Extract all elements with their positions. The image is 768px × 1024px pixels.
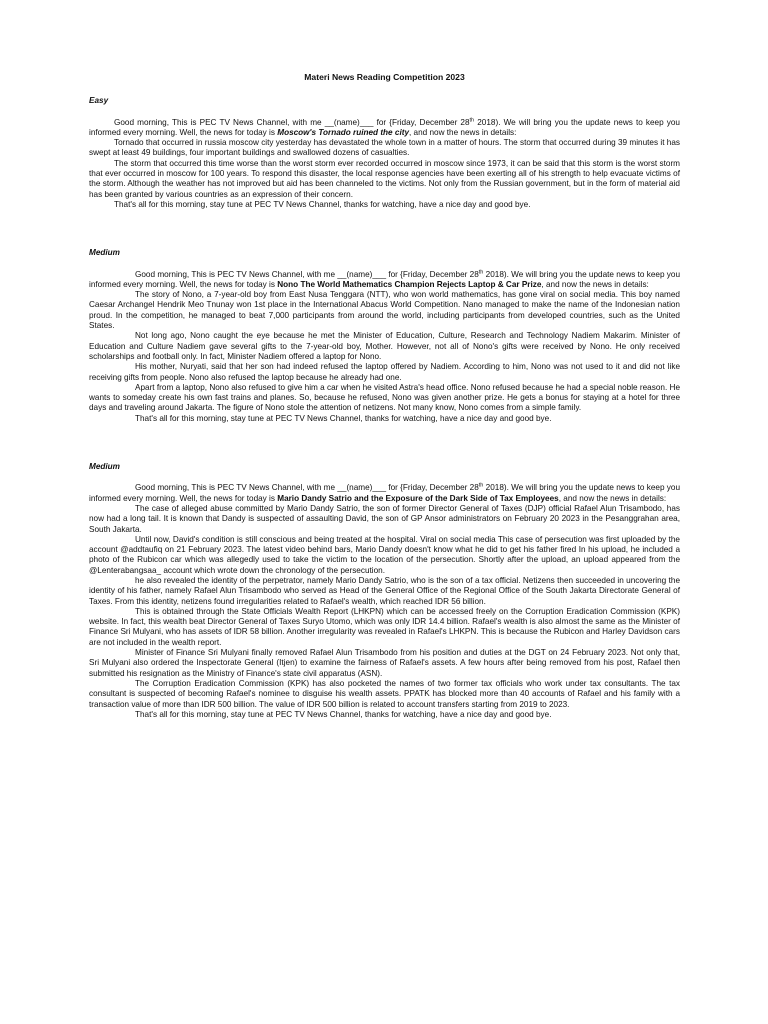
body-paragraph: This is obtained through the State Officials Wealth Report (LHKPN) which can be accessed freely on the Corruption Eradication Commission (KPK) website. In fact, this wealth beat Director General of Taxes Suryo Utomo, which was only IDR 14.4 billion. Rafael's wealth is also almost the same as the Minister of Finance Sri Mulyani, who has assets of IDR 58 billion. Another irregularity was revealed in Rafael's LHKPN. This is because the Rubicon and Harley Davidson cars are not included in the wealth report. xyxy=(89,606,680,647)
body-paragraph: The storm that occurred this time worse than the worst storm ever recorded occurred in moscow since 1973, it can be said that this storm is the worst storm that ever occurred in moscow for 100 years. To respond this disaster, the local response agencies have been exerting all of his strength to help evacuate victims of the storm. Although the weather has not improved but aid has been channeled to the victims. Not only from the Russian government, but in the form of material aid has been granted by various countries as an expression of their concern. xyxy=(89,158,680,199)
section-medium-nono xyxy=(89,248,680,424)
intro-paragraph: Good morning, This is PEC TV News Channel, with me __(name)___ for {Friday, December 28th 2018). We will bring you the update news to keep you informed every morning. Well, the news for today is Mario Dandy Satrio and the Exposure of the Dark Side of Tax Employees, and now the news in details: xyxy=(89,482,681,503)
body-paragraph: he also revealed the identity of the perpetrator, namely Mario Dandy Satrio, who is the son of a tax official. Netizens then succeeded in uncovering the identity of his father, namely Rafael Alun Trisambodo who served as Head of the General Office of the Regional Office of the South Jakarta Directorate General of Taxes. From this identity, netizens found irregularities related to Rafael's wealth, which reached IDR 56 billion. xyxy=(89,575,680,606)
section-level-label: Easy xyxy=(89,96,109,106)
document-title: Materi News Reading Competition 2023 xyxy=(304,72,465,82)
body-paragraph: Apart from a laptop, Nono also refused to give him a car when he visited Astra's head office. Nono refused because he had a special noble reason. He wants to someday create his own fast trains and planes. So, because he refused, Nono was given another prize. He gets a bonus for staying at a hotel for three days and traveling around Jakarta. The figure of Nono stole the attention of netizens. Not many know, Nono comes from a simple family. xyxy=(89,382,680,413)
body-paragraph: Minister of Finance Sri Mulyani finally removed Rafael Alun Trisambodo from his position and duties at the DGT on 24 February 2023. Not only that, Sri Mulyani also ordered the Inspectorate General (Itjen) to examine the fairness of Rafael's assets. A few hours after being removed from his post, Rafael then submitted his resignation as the Ministry of Finance's state civil apparatus (ASN). xyxy=(89,648,680,678)
intro-paragraph: Good morning, This is PEC TV News Channel, with me __(name)___ for {Friday, December 28th 2018). We will bring you the update news to keep you informed every morning. Well, the news for today is Moscow's Tornado ruined the city, and now the news in details: xyxy=(89,116,680,137)
section-easy xyxy=(89,96,680,210)
body-paragraph: The case of alleged abuse committed by Mario Dandy Satrio, the son of former Director General of Taxes (DJP) official Rafael Alun Trisambodo, has now had a long tail. It is known that Dandy is suspected of assaulting David, the son of GP Ansor administrators on February 20 2023 in the Pesanggrahan area, South Jakarta. xyxy=(89,503,680,534)
body-paragraph: Until now, David's condition is still conscious and being treated at the hospital. Viral on social media This case of persecution was first uploaded by the account @addtaufiq on 21 February 2023. The latest video behind bars, Mario Dandy doesn't know what he did to get his father fired In his upload, he included a photo of the Rubicon car which was allegedly used to take the victim to the location of the persecution. Shortly after the upload, an upload appeared from the @Lenterabangsaa_ account which wrote down the chronology of the persecution. xyxy=(89,534,680,575)
section-medium-mario-dandy xyxy=(89,462,680,720)
body-paragraph: Not long ago, Nono caught the eye because he met the Minister of Education, Culture, Research and Technology Nadiem Makarim. Minister of Education and Culture Nadiem gave several gifts to the 7-year-old boy, Mother. However, not all of Nono's gifts were received by Nono. He only received scholarships and football only. In fact, Minister Nadiem offered a laptop for Nono. xyxy=(89,331,680,361)
closing-paragraph: That's all for this morning, stay tune at PEC TV News Channel, thanks for watching, have a nice day and good bye. xyxy=(114,199,531,209)
body-paragraph: The Corruption Eradication Commission (KPK) has also pocketed the names of two former tax officials who work under tax consultants. The tax consultant is suspected of becoming Rafael's nominee to disguise his wealth assets. PPATK has blocked more than 40 accounts of Rafael and his family with a transaction value of more than IDR 500 billion. The value of IDR 500 billion is related to account transfers starting from 2019 to 2023. xyxy=(89,678,680,709)
body-paragraph: Tornado that occurred in russia moscow city yesterday has devastated the whole town in a matter of hours. The storm that occurred during 39 minutes it has swept at least 49 buildings, four important buildings and swallowed dozens of casualties. xyxy=(89,138,680,158)
section-level-label: Medium xyxy=(89,248,120,258)
body-paragraph: The story of Nono, a 7-year-old boy from East Nusa Tenggara (NTT), who won world mathematics, has gone viral on social media. This boy named Caesar Archangel Hendrik Meo Tnunay won 1st place in the International Abacus World Competition. Nano managed to make the name of the Indonesian nation proud. In the competition, he managed to beat 7,000 participants from around the world, including participants from developed countries, such as the United States. xyxy=(89,290,680,331)
closing-paragraph: That's all for this morning, stay tune at PEC TV News Channel, thanks for watching, have a nice day and good bye. xyxy=(135,709,552,719)
news-headline: Nono The World Mathematics Champion Rejects Laptop & Car Prize xyxy=(277,279,542,289)
news-headline: Mario Dandy Satrio and the Exposure of the Dark Side of Tax Employees xyxy=(277,493,559,503)
section-level-label: Medium xyxy=(89,462,120,472)
body-paragraph: His mother, Nuryati, said that her son had indeed refused the laptop offered by Nadiem. According to him, Nono was not used to it and did not like receiving gifts from people. Nono also refused the laptop because he already had one. xyxy=(89,362,680,382)
news-headline: Moscow's Tornado ruined the city xyxy=(277,127,409,137)
intro-paragraph: Good morning, This is PEC TV News Channel, with me __(name)___ for {Friday, December 28th 2018). We will bring you the update news to keep you informed every morning. Well, the news for today is Nono The World Mathematics Champion Rejects Laptop & Car Prize, and now the news in details: xyxy=(89,268,681,289)
closing-paragraph: That's all for this morning, stay tune at PEC TV News Channel, thanks for watching, have a nice day and good bye. xyxy=(135,413,552,423)
